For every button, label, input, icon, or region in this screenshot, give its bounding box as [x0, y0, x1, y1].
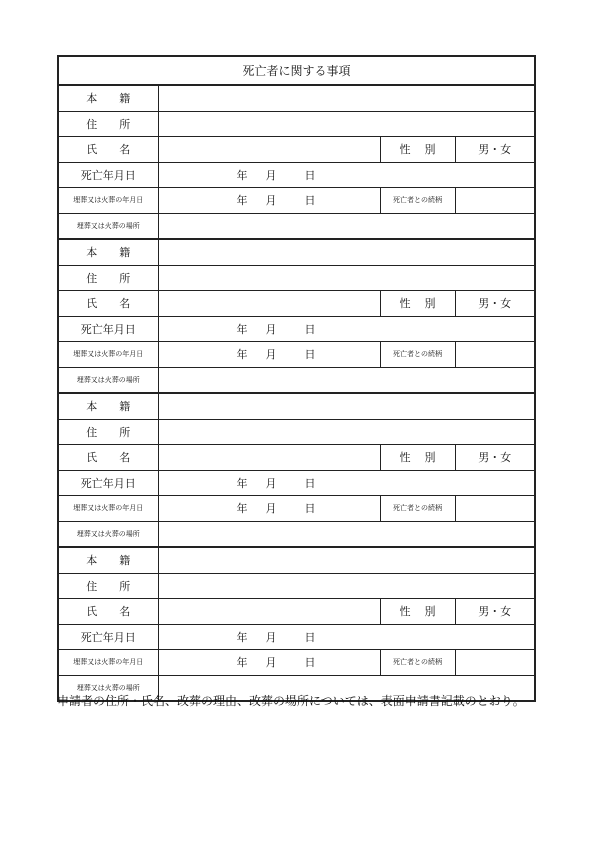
field-maiso-place[interactable]	[158, 521, 535, 547]
row-jusho	[58, 111, 535, 137]
deceased-info-table	[57, 55, 536, 702]
label-honseki: 本 籍	[58, 239, 158, 265]
row-maiso-date	[58, 188, 535, 214]
label-seibetsu: 性 別	[380, 445, 455, 471]
field-maiso-date[interactable]: 年 月 日	[158, 650, 380, 676]
label-jusho: 住 所	[58, 111, 158, 137]
label-shibou-date: 死亡年月日	[58, 470, 158, 496]
label-shimei: 氏 名	[58, 137, 158, 163]
label-maiso-place: 埋葬又は火葬の場所	[58, 213, 158, 239]
field-seibetsu[interactable]: 男・女	[455, 599, 535, 625]
field-zokugara[interactable]	[455, 188, 535, 214]
label-zokugara: 死亡者との続柄	[380, 650, 455, 676]
field-shibou-date[interactable]: 年 月 日	[158, 162, 535, 188]
row-shibou-date	[58, 624, 535, 650]
row-jusho	[58, 573, 535, 599]
label-maiso-date: 埋葬又は火葬の年月日	[58, 496, 158, 522]
row-jusho	[58, 419, 535, 445]
field-shimei[interactable]	[158, 137, 380, 163]
label-shibou-date: 死亡年月日	[58, 162, 158, 188]
label-maiso-place: 埋葬又は火葬の場所	[58, 675, 158, 701]
field-shimei[interactable]	[158, 599, 380, 625]
row-maiso-place	[58, 521, 535, 547]
field-zokugara[interactable]	[455, 342, 535, 368]
label-shimei: 氏 名	[58, 445, 158, 471]
row-maiso-place	[58, 367, 535, 393]
label-shibou-date: 死亡年月日	[58, 624, 158, 650]
row-honseki	[58, 239, 535, 265]
field-jusho[interactable]	[158, 573, 535, 599]
field-shimei[interactable]	[158, 291, 380, 317]
label-shimei: 氏 名	[58, 599, 158, 625]
field-jusho[interactable]	[158, 419, 535, 445]
label-shimei: 氏 名	[58, 291, 158, 317]
label-seibetsu: 性 別	[380, 599, 455, 625]
label-jusho: 住 所	[58, 573, 158, 599]
label-seibetsu: 性 別	[380, 291, 455, 317]
row-maiso-date	[58, 650, 535, 676]
row-shimei	[58, 291, 535, 317]
field-honseki[interactable]	[158, 547, 535, 573]
row-shibou-date	[58, 470, 535, 496]
label-shibou-date: 死亡年月日	[58, 316, 158, 342]
field-honseki[interactable]	[158, 239, 535, 265]
row-shibou-date	[58, 316, 535, 342]
label-jusho: 住 所	[58, 419, 158, 445]
label-maiso-place: 埋葬又は火葬の場所	[58, 367, 158, 393]
label-maiso-date: 埋葬又は火葬の年月日	[58, 650, 158, 676]
field-seibetsu[interactable]: 男・女	[455, 137, 535, 163]
label-honseki: 本 籍	[58, 547, 158, 573]
label-honseki: 本 籍	[58, 85, 158, 111]
row-maiso-date	[58, 496, 535, 522]
field-shimei[interactable]	[158, 445, 380, 471]
field-maiso-date[interactable]: 年 月 日	[158, 188, 380, 214]
field-shibou-date[interactable]: 年 月 日	[158, 470, 535, 496]
row-shibou-date	[58, 162, 535, 188]
field-jusho[interactable]	[158, 111, 535, 137]
row-maiso-place	[58, 213, 535, 239]
row-honseki	[58, 85, 535, 111]
row-jusho	[58, 265, 535, 291]
label-maiso-place: 埋葬又は火葬の場所	[58, 521, 158, 547]
field-zokugara[interactable]	[455, 496, 535, 522]
label-zokugara: 死亡者との続柄	[380, 496, 455, 522]
label-honseki: 本 籍	[58, 393, 158, 419]
field-shibou-date[interactable]: 年 月 日	[158, 316, 535, 342]
label-zokugara: 死亡者との続柄	[380, 188, 455, 214]
field-seibetsu[interactable]: 男・女	[455, 291, 535, 317]
field-maiso-place[interactable]	[158, 213, 535, 239]
field-seibetsu[interactable]: 男・女	[455, 445, 535, 471]
field-shibou-date[interactable]: 年 月 日	[158, 624, 535, 650]
row-honseki	[58, 393, 535, 419]
row-shimei	[58, 599, 535, 625]
field-maiso-place[interactable]	[158, 367, 535, 393]
label-zokugara: 死亡者との続柄	[380, 342, 455, 368]
field-maiso-date[interactable]: 年 月 日	[158, 496, 380, 522]
row-shimei	[58, 137, 535, 163]
field-maiso-date[interactable]: 年 月 日	[158, 342, 380, 368]
row-honseki	[58, 547, 535, 573]
field-honseki[interactable]	[158, 85, 535, 111]
row-shimei	[58, 445, 535, 471]
table-title: 死亡者に関する事項	[58, 56, 535, 85]
label-maiso-date: 埋葬又は火葬の年月日	[58, 342, 158, 368]
footnote: 申請者の住所・氏名、改葬の理由、改葬の場所については、表面申請書記載のとおり。	[57, 694, 525, 708]
label-seibetsu: 性 別	[380, 137, 455, 163]
field-honseki[interactable]	[158, 393, 535, 419]
label-jusho: 住 所	[58, 265, 158, 291]
label-maiso-date: 埋葬又は火葬の年月日	[58, 188, 158, 214]
field-zokugara[interactable]	[455, 650, 535, 676]
field-jusho[interactable]	[158, 265, 535, 291]
row-maiso-date	[58, 342, 535, 368]
